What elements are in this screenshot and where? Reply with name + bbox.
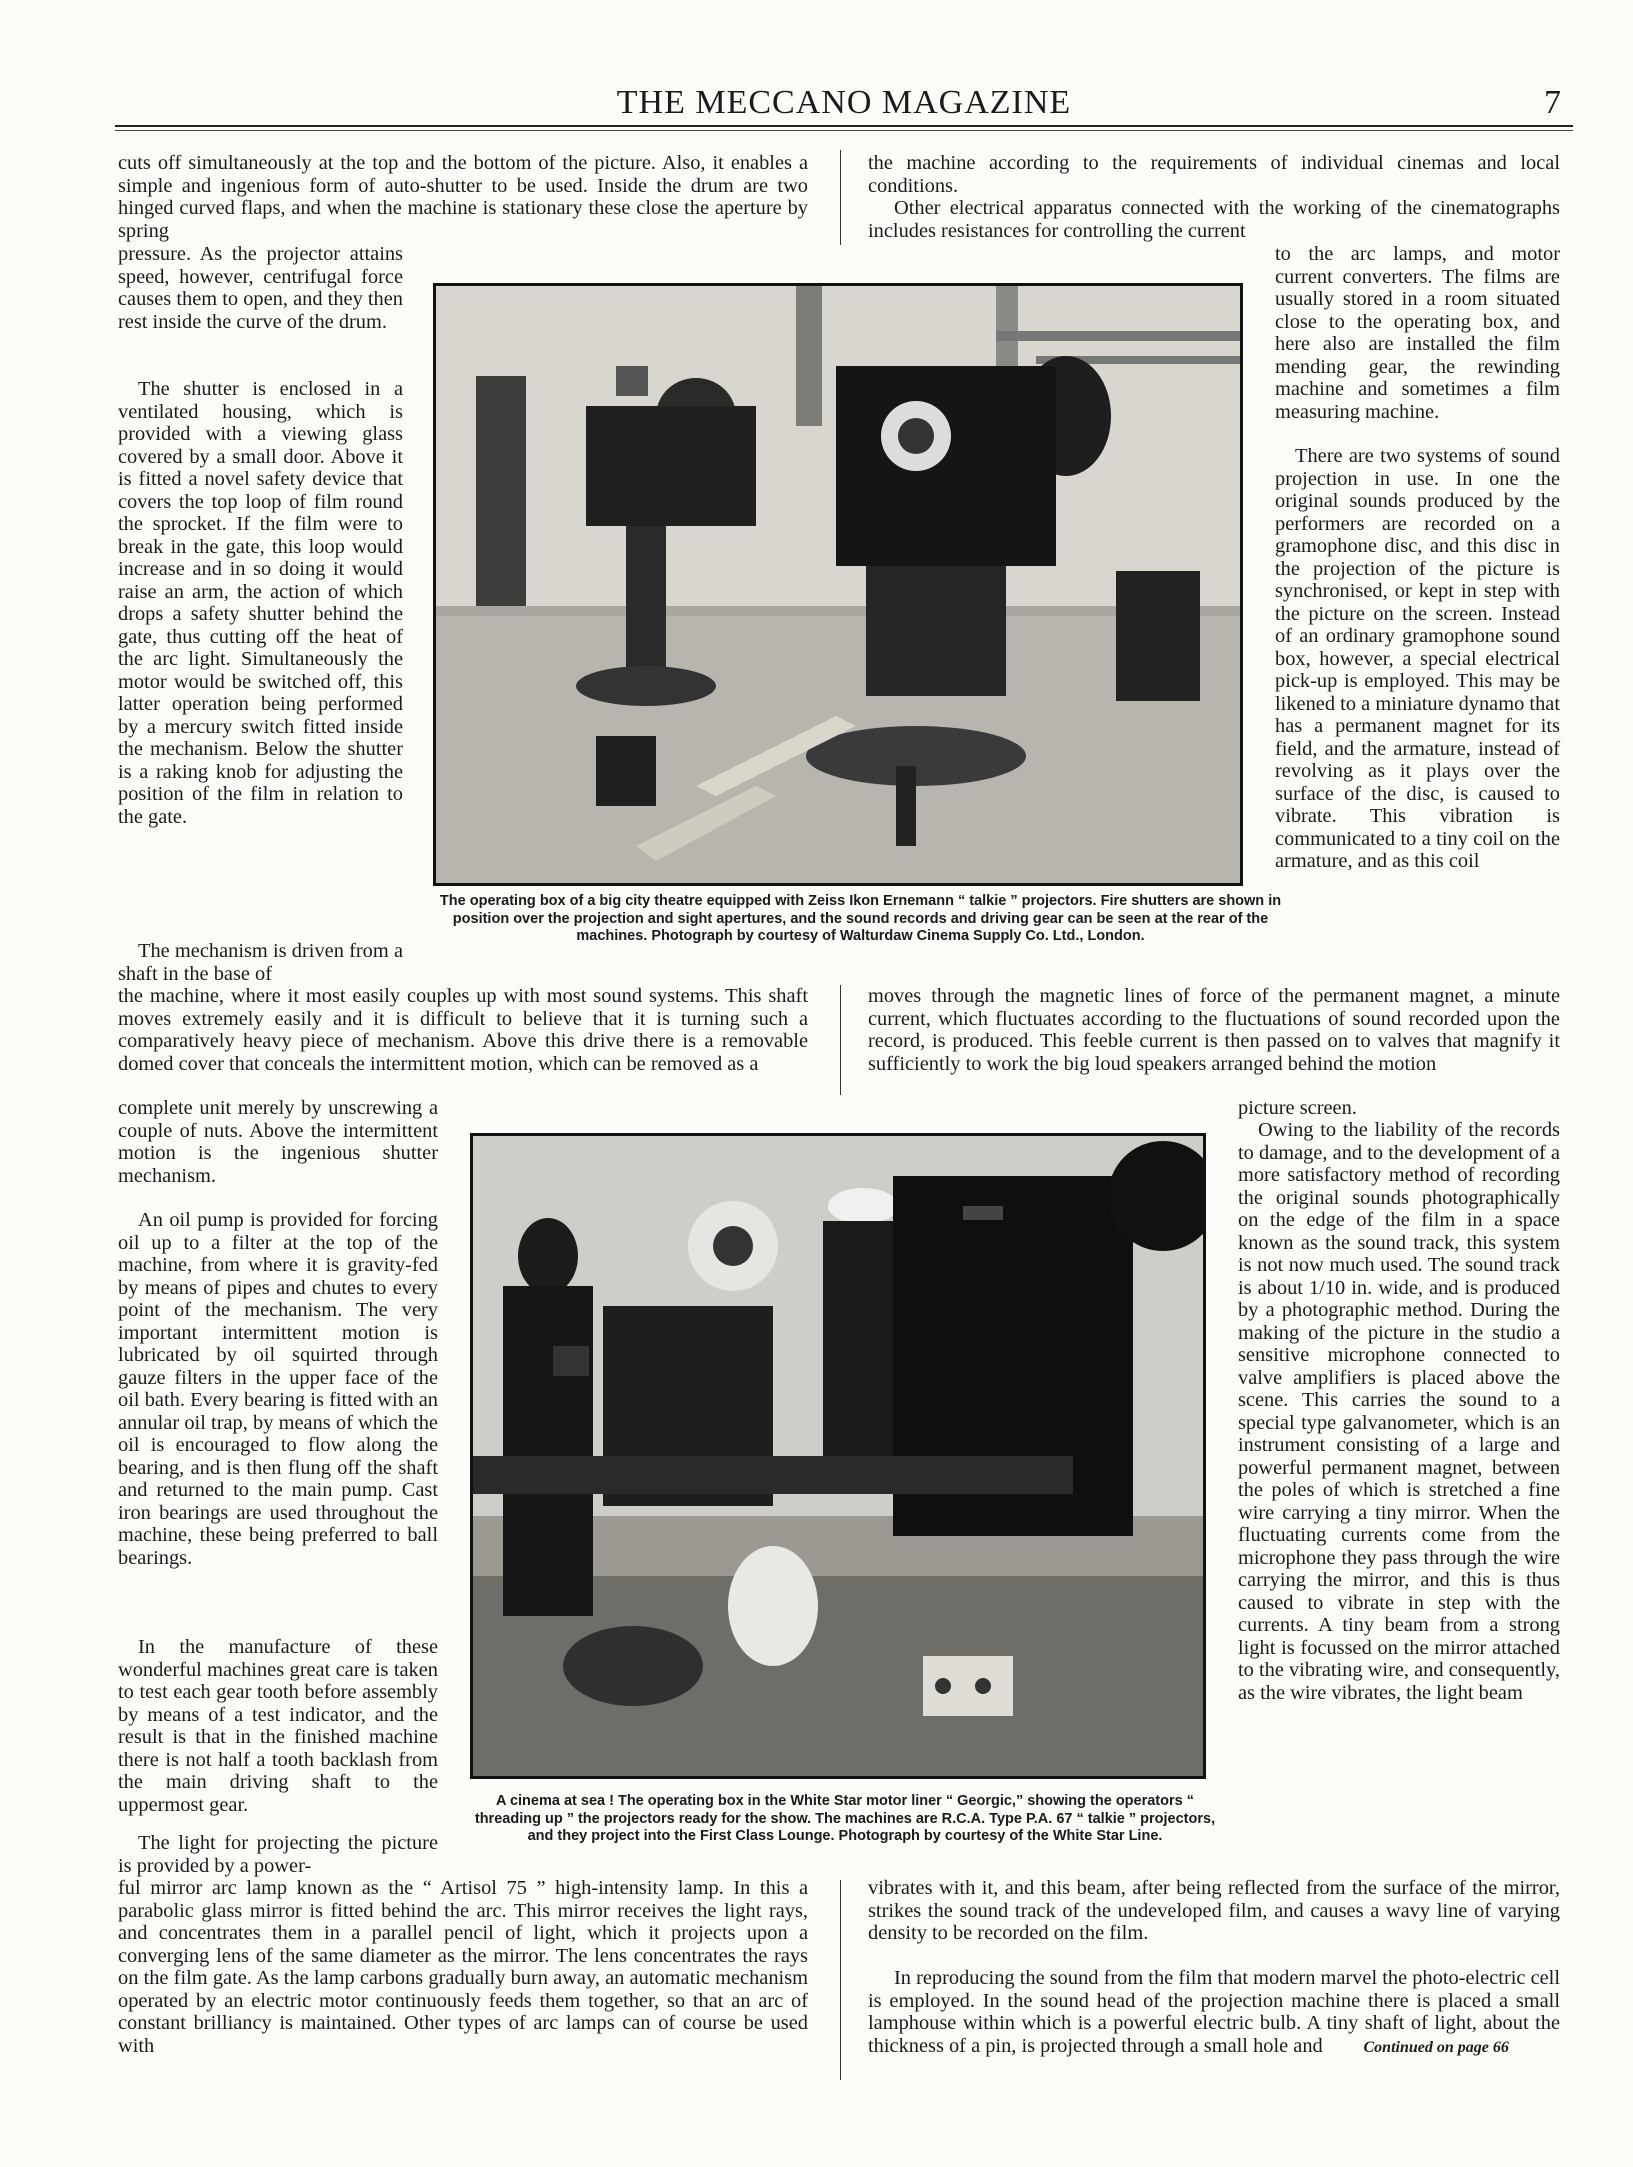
- right-paragraph-7: Owing to the liability of the records to damage, and to the development of a more satisfactory method of recording the original sounds photographically on the edge of the film in a space known as the sound track, this system is not now much used. The sound track is about 1/10 in. wide, and is produced by a photographic method. During the making of the picture in the studio a sensitive microphone connected to valve amplifiers is placed above the scene. This carries the sound to a special type galvanometer, which is an instrument consisting of a large and powerful permanent magnet, between the poles of which is stretched a fine wire carrying a tiny mirror. When the fluctuating currents come from the microphone they pass through the wire carrying the mirror, and this is thus caused to vibrate in step with the currents. A tiny beam from a strong light is focussed on the mirror attached to the vibrating wire, and consequently, as the wire vibrates, the light beam: [1238, 1119, 1561, 1704]
- left-paragraph-6: complete unit merely by unscrewing a couple of nuts. Above the intermittent motion is the ingenious shutter mechanism.: [118, 1097, 438, 1187]
- page-number: 7: [1544, 84, 1561, 121]
- right-paragraph-6: picture screen.: [1238, 1097, 1357, 1119]
- ship-cinema-illustration: [473, 1136, 1203, 1776]
- left-paragraph-7: An oil pump is provided for forcing oil up to a filter at the top of the machine, from where it is gravity-fed by means of pipes and chutes to every point of the mechanism. The very important intermittent motion is lubricated by oil squirted through gauze filters in the upper face of the oil bath. Every bearing is fitted with an annular oil trap, by means of which the oil is encouraged to flow along the bearing, and is then flung off the shaft and returned to the main pump. Cast iron bearings are used throughout the machine, these being preferred to ball bearings.: [118, 1209, 438, 1569]
- column-divider-bottom: [840, 1880, 841, 2080]
- right-paragraph-3: to the arc lamps, and motor current converters. The films are usually stored in a room situated close to the operating box, and here also are installed the film mending gear, the rewinding machine and sometimes a film measuring machine.: [1275, 243, 1560, 423]
- magazine-title: THE MECCANO MAGAZINE: [616, 84, 1072, 121]
- right-paragraph-5: moves through the magnetic lines of force of the permanent magnet, a minute current, which fluctuates according to the fluctuations of sound recorded upon the record, is produced. This feeble current is then passed on to valves that magnify it sufficiently to work the big loud speakers arranged behind the motion: [868, 985, 1560, 1075]
- right-paragraph-9-text: In reproducing the sound from the film that modern marvel the photo-electric cell is employed. In the sound head of the projection machine there is placed a small lamphouse within which is a powerful electric bulb. A tiny shaft of light, about the thickness of a pin, is projected through a small hole and: [868, 1967, 1560, 2057]
- left-paragraph-8: In the manufacture of these wonderful machines great care is taken to test each gear tooth before assembly by means of a test indicator, and the result is that in the finished machine there is not half a tooth backlash from the main driving shaft to the uppermost gear.: [118, 1636, 438, 1816]
- left-paragraph-9: The light for projecting the picture is provided by a power-: [118, 1832, 438, 1877]
- left-paragraph-2: pressure. As the projector attains speed, however, centrifugal force causes them to open, and they then rest inside the curve of the drum.: [118, 243, 403, 333]
- right-paragraph-1: the machine according to the requirements of individual cinemas and local conditions.: [868, 152, 1560, 197]
- projector-room-illustration: [436, 286, 1240, 883]
- continued-note: Continued on page 66: [1363, 2038, 1509, 2056]
- left-paragraph-5: the machine, where it most easily couples up with most sound systems. This shaft moves extremely easily and it is difficult to believe that it is turning such a comparatively heavy piece of mechanism. Above this drive there is a removable domed cover that conceals the intermittent motion, which can be removed as a: [118, 985, 808, 1075]
- page-header: [115, 82, 1573, 122]
- column-divider-middle: [840, 985, 841, 1095]
- figure-1-caption: The operating box of a big city theatre equipped with Zeiss Ikon Ernemann “ talkie ” projectors. Fire shutters are shown in position over the projection and sight apertures, and the sound records and driving gear can be seen at the rear of the machines. Photograph by courtesy of Walturdaw Cinema Supply Co. Ltd., London.: [439, 893, 1282, 944]
- left-paragraph-10: ful mirror arc lamp known as the “ Artisol 75 ” high-intensity lamp. In this a parabolic glass mirror is fitted behind the arc. This mirror receives the light rays, and concentrates them in a parallel pencil of light, which it projects upon a converging lens of the same diameter as the mirror. The lens concentrates the rays on the film gate. As the lamp carbons gradually burn away, an automatic mechanism operated by an electric motor continuously feeds them together, so that an arc of constant brilliancy is maintained. Other types of arc lamps can of course be used with: [118, 1877, 808, 2057]
- right-paragraph-8: vibrates with it, and this beam, after being reflected from the surface of the mirror, strikes the sound track of the undeveloped film, and causes a wavy line of varying density to be recorded on the film.: [868, 1877, 1560, 1944]
- figure-2-caption: A cinema at sea ! The operating box in the White Star motor liner “ Georgic,” showing the operators “ threading up ” the projectors ready for the show. The machines are R.C.A. Type P.A. 67 “ talkie ” projectors, and they project into the First Class Lounge. Photograph by courtesy of the White Star Line.: [474, 1793, 1216, 1844]
- right-paragraph-9: [868, 1967, 1560, 2059]
- left-paragraph-4: The mechanism is driven from a shaft in the base of: [118, 940, 403, 985]
- header-rule: [115, 125, 1573, 127]
- right-paragraph-4: There are two systems of sound projection in use. In one the original sounds produced by the performers are recorded on a gramophone disc, and this disc in the projection of the picture is synchronised, or kept in step with the picture on the screen. Instead of an ordinary gramophone sound box, however, a special electrical pick-up is employed. This may be likened to a miniature dynamo that has a permanent magnet for its field, and the armature, instead of revolving as it plays over the surface of the disc, is caused to vibrate. This vibration is communicated to a tiny coil on the armature, and as this coil: [1275, 445, 1560, 872]
- figure-2-photo: [470, 1133, 1206, 1779]
- left-paragraph-1: cuts off simultaneously at the top and the bottom of the picture. Also, it enables a simple and ingenious form of auto-shutter to be used. Inside the drum are two hinged curved flaps, and when the machine is stationary these close the aperture by spring: [118, 152, 808, 242]
- right-paragraph-2: Other electrical apparatus connected with the working of the cinematographs includes resistances for controlling the current: [868, 197, 1560, 242]
- figure-1-photo: [433, 283, 1243, 886]
- header-rule-thin: [115, 130, 1573, 131]
- column-divider-top: [840, 150, 841, 245]
- left-paragraph-3: The shutter is enclosed in a ventilated housing, which is provided with a viewing glass covered by a small door. Above it is fitted a novel safety device that covers the top loop of film round the sprocket. If the film were to break in the gate, this loop would increase and in so doing it would raise an arm, the action of which drops a safety shutter behind the gate, thus cutting off the heat of the arc light. Simultaneously the motor would be switched off, this latter operation being performed by a mercury switch fitted inside the mechanism. Below the shutter is a raking knob for adjusting the position of the film in relation to the gate.: [118, 378, 403, 828]
